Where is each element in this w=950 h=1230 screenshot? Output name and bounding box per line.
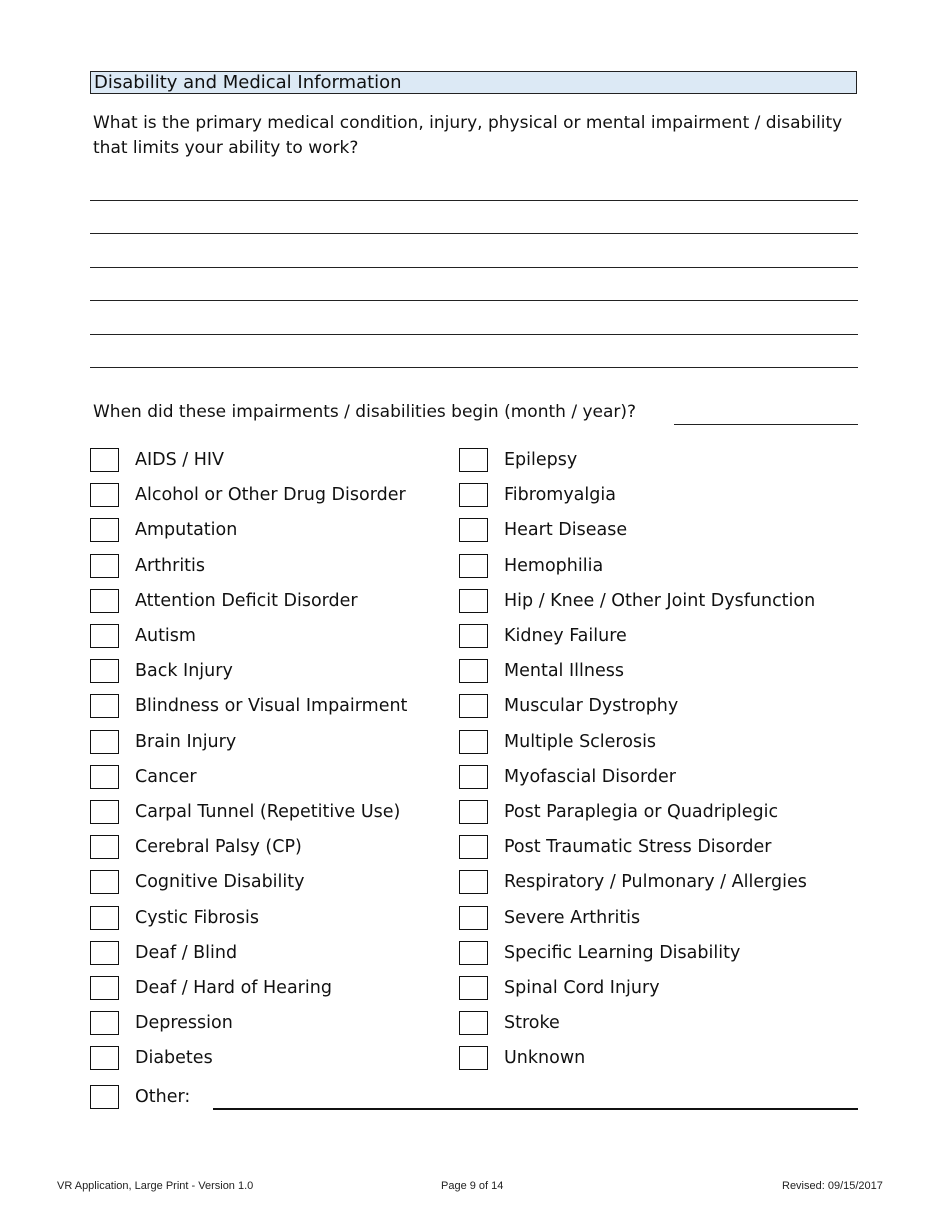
other-label: Other: bbox=[135, 1087, 191, 1107]
checkbox[interactable] bbox=[459, 518, 488, 542]
condition-label: Brain Injury bbox=[135, 732, 237, 752]
condition-label: Unknown bbox=[504, 1048, 586, 1068]
checkbox[interactable] bbox=[90, 448, 119, 472]
checkbox[interactable] bbox=[90, 483, 119, 507]
condition-option[interactable] bbox=[459, 834, 771, 860]
condition-option[interactable] bbox=[90, 588, 358, 614]
condition-label: Back Injury bbox=[135, 661, 233, 681]
condition-option[interactable] bbox=[90, 658, 233, 684]
condition-option[interactable] bbox=[90, 553, 205, 579]
primary-condition-line-4[interactable] bbox=[90, 300, 858, 301]
condition-label: Muscular Dystrophy bbox=[504, 696, 679, 716]
condition-label: Cognitive Disability bbox=[135, 872, 305, 892]
condition-option[interactable] bbox=[90, 517, 237, 543]
condition-label: AIDS / HIV bbox=[135, 450, 225, 470]
condition-option[interactable] bbox=[459, 517, 627, 543]
condition-option[interactable] bbox=[90, 447, 224, 473]
condition-label: Autism bbox=[135, 626, 196, 646]
condition-option[interactable] bbox=[459, 940, 740, 966]
checkbox[interactable] bbox=[459, 730, 488, 754]
condition-label: Multiple Sclerosis bbox=[504, 732, 657, 752]
condition-label: Diabetes bbox=[135, 1048, 213, 1068]
checkbox[interactable] bbox=[459, 1011, 488, 1035]
condition-option[interactable] bbox=[459, 1010, 560, 1036]
condition-option[interactable] bbox=[90, 623, 196, 649]
primary-condition-line-3[interactable] bbox=[90, 267, 858, 268]
condition-option[interactable] bbox=[459, 447, 577, 473]
checkbox[interactable] bbox=[90, 976, 119, 1000]
footer-page-number: Page 9 of 14 bbox=[441, 1180, 504, 1192]
condition-label: Epilepsy bbox=[504, 450, 578, 470]
checkbox[interactable] bbox=[90, 800, 119, 824]
checkbox[interactable] bbox=[459, 554, 488, 578]
condition-option[interactable] bbox=[90, 799, 400, 825]
condition-label: Fibromyalgia bbox=[504, 485, 616, 505]
checkbox[interactable] bbox=[90, 659, 119, 683]
condition-option[interactable] bbox=[90, 693, 407, 719]
section-header: Disability and Medical Information bbox=[90, 71, 857, 94]
primary-condition-line-2[interactable] bbox=[90, 233, 858, 234]
primary-condition-line-5[interactable] bbox=[90, 334, 858, 335]
condition-option[interactable] bbox=[90, 764, 197, 790]
condition-label: Blindness or Visual Impairment bbox=[135, 696, 408, 716]
condition-option[interactable] bbox=[90, 729, 236, 755]
primary-condition-line-6[interactable] bbox=[90, 367, 858, 368]
condition-label: Attention Deficit Disorder bbox=[135, 591, 358, 611]
checkbox[interactable] bbox=[90, 518, 119, 542]
condition-option[interactable] bbox=[90, 482, 406, 508]
onset-question: When did these impairments / disabilities begin (month / year)? bbox=[93, 402, 637, 422]
condition-label: Cystic Fibrosis bbox=[135, 908, 259, 928]
condition-option-other[interactable] bbox=[90, 1084, 190, 1110]
condition-option[interactable] bbox=[90, 905, 259, 931]
condition-label: Kidney Failure bbox=[504, 626, 627, 646]
checkbox[interactable] bbox=[90, 1046, 119, 1070]
checkbox[interactable] bbox=[90, 730, 119, 754]
condition-label: Specific Learning Disability bbox=[504, 943, 741, 963]
condition-label: Cerebral Palsy (CP) bbox=[135, 837, 302, 857]
primary-condition-line-1[interactable] bbox=[90, 200, 858, 201]
condition-label: Mental Illness bbox=[504, 661, 624, 681]
condition-label: Respiratory / Pulmonary / Allergies bbox=[504, 872, 807, 892]
checkbox[interactable] bbox=[90, 694, 119, 718]
checkbox[interactable] bbox=[90, 906, 119, 930]
condition-option[interactable] bbox=[459, 869, 807, 895]
condition-option[interactable] bbox=[459, 588, 815, 614]
condition-label: Heart Disease bbox=[504, 520, 628, 540]
condition-option[interactable] bbox=[459, 975, 660, 1001]
condition-option[interactable] bbox=[459, 799, 778, 825]
checkbox[interactable] bbox=[459, 448, 488, 472]
condition-option[interactable] bbox=[459, 553, 603, 579]
condition-option[interactable] bbox=[459, 764, 676, 790]
condition-option[interactable] bbox=[459, 482, 616, 508]
other-text-field[interactable] bbox=[213, 1108, 858, 1110]
checkbox[interactable] bbox=[459, 659, 488, 683]
checkbox[interactable] bbox=[90, 554, 119, 578]
condition-label: Hemophilia bbox=[504, 556, 604, 576]
condition-option[interactable] bbox=[90, 1010, 233, 1036]
condition-option[interactable] bbox=[459, 1045, 585, 1071]
checkbox[interactable] bbox=[459, 624, 488, 648]
condition-option[interactable] bbox=[459, 693, 678, 719]
condition-option[interactable] bbox=[459, 658, 624, 684]
checkbox[interactable] bbox=[90, 765, 119, 789]
checkbox[interactable] bbox=[459, 870, 488, 894]
checkbox[interactable] bbox=[459, 589, 488, 613]
checkbox[interactable] bbox=[459, 835, 488, 859]
footer-revised-date: Revised: 09/15/2017 bbox=[782, 1180, 883, 1192]
condition-option[interactable] bbox=[90, 1045, 213, 1071]
checkbox[interactable] bbox=[459, 694, 488, 718]
condition-option[interactable] bbox=[90, 940, 237, 966]
footer-version: VR Application, Large Print - Version 1.0 bbox=[57, 1180, 254, 1192]
checkbox[interactable] bbox=[90, 835, 119, 859]
condition-label: Spinal Cord Injury bbox=[504, 978, 660, 998]
condition-label: Post Traumatic Stress Disorder bbox=[504, 837, 772, 857]
checkbox[interactable] bbox=[459, 976, 488, 1000]
condition-option[interactable] bbox=[459, 729, 656, 755]
checkbox[interactable] bbox=[459, 483, 488, 507]
checkbox[interactable] bbox=[90, 1011, 119, 1035]
primary-condition-question: What is the primary medical condition, injury, physical or mental impairment / disability that limits your ability to work? bbox=[93, 113, 843, 158]
checkbox[interactable] bbox=[90, 870, 119, 894]
condition-label: Depression bbox=[135, 1013, 233, 1033]
condition-option[interactable] bbox=[90, 834, 302, 860]
condition-label: Carpal Tunnel (Repetitive Use) bbox=[135, 802, 401, 822]
condition-option[interactable] bbox=[459, 623, 627, 649]
checkbox[interactable] bbox=[90, 589, 119, 613]
checkbox[interactable] bbox=[459, 1046, 488, 1070]
condition-label: Hip / Knee / Other Joint Dysfunction bbox=[504, 591, 816, 611]
condition-label: Deaf / Blind bbox=[135, 943, 238, 963]
onset-date-field[interactable] bbox=[674, 424, 858, 425]
condition-label: Cancer bbox=[135, 767, 197, 787]
checkbox[interactable] bbox=[459, 906, 488, 930]
condition-label: Myofascial Disorder bbox=[504, 767, 676, 787]
condition-option[interactable] bbox=[90, 869, 305, 895]
checkbox-other[interactable] bbox=[90, 1085, 119, 1109]
checkbox[interactable] bbox=[459, 765, 488, 789]
checkbox[interactable] bbox=[459, 941, 488, 965]
condition-label: Arthritis bbox=[135, 556, 206, 576]
condition-option[interactable] bbox=[90, 975, 332, 1001]
condition-label: Amputation bbox=[135, 520, 238, 540]
condition-label: Deaf / Hard of Hearing bbox=[135, 978, 332, 998]
condition-label: Alcohol or Other Drug Disorder bbox=[135, 485, 406, 505]
checkbox[interactable] bbox=[90, 624, 119, 648]
checkbox[interactable] bbox=[459, 800, 488, 824]
condition-label: Post Paraplegia or Quadriplegic bbox=[504, 802, 779, 822]
condition-label: Severe Arthritis bbox=[504, 908, 641, 928]
condition-option[interactable] bbox=[459, 905, 640, 931]
checkbox[interactable] bbox=[90, 941, 119, 965]
condition-label: Stroke bbox=[504, 1013, 560, 1033]
